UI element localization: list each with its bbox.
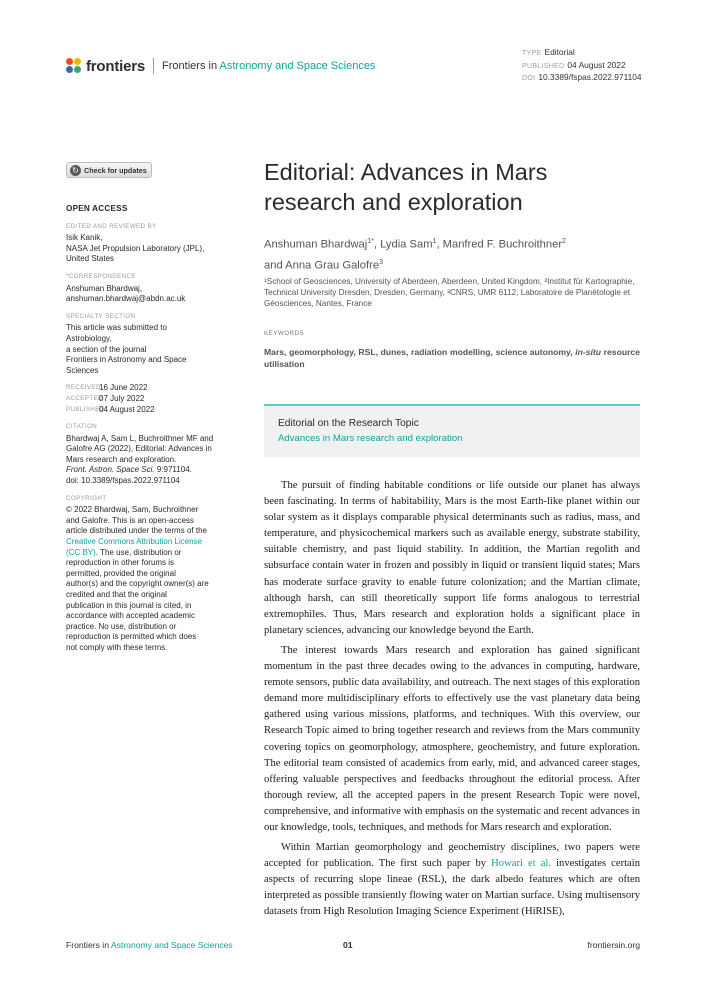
edited-text: Isik Kanik, NASA Jet Propulsion Laboratory (JPL), United States bbox=[66, 233, 205, 264]
keywords-tail: resource utilisation bbox=[264, 347, 640, 369]
date-key: RECEIVED bbox=[66, 384, 101, 392]
date-received bbox=[66, 383, 236, 394]
keywords-label: KEYWORDS bbox=[264, 330, 305, 337]
specialty-text: This article was submitted to Astrobiology, a section of the journal Frontiers in Astronomy and Space Sciences bbox=[66, 323, 187, 375]
check-for-updates-button[interactable] bbox=[66, 162, 152, 178]
article-meta bbox=[522, 47, 642, 85]
meta-value[interactable]: 10.3389/fspas.2022.971104 bbox=[538, 72, 642, 82]
date-key: PUBLISHED bbox=[66, 405, 105, 413]
page-number: 01 bbox=[343, 940, 353, 950]
dates-block bbox=[66, 383, 236, 415]
date-accepted bbox=[66, 394, 236, 405]
meta-value: 04 August 2022 bbox=[567, 59, 626, 70]
body-paragraph: The interest towards Mars research and exploration has gained significant momentum in the past three decades owing to the advances in computing, hardware, remote sensors, public data availability, and outreach. The next stages of this exploration demand more multidisciplinary efforts to effectively use the vast planetary data being gathered using various missions, platforms, and techniques. With this overview, our Research Topic aimed to bring together research and reviews from the Mars community covering topics on geomorphology, atmosphere, geochemistry, and future exploration. The editorial team consisted of academics from early, mid, and advanced career stages, offering valuable perspectives and feedbacks throughout the editorial process. After thorough review, all the accepted papers in the present Research Topic were novel, comprehensive, and informative with emphasis on the systematic and recent advances in our knowledge, tools, techniques, and methods for Mars research and exploration. bbox=[264, 644, 640, 833]
check-for-updates-label: Check for updates bbox=[84, 165, 147, 175]
research-topic-link[interactable]: Advances in Mars research and exploration bbox=[278, 433, 463, 444]
date-key: ACCEPTED bbox=[66, 394, 103, 402]
article-title: Editorial: Advances in Mars research and exploration bbox=[264, 159, 548, 215]
author-name[interactable]: Lydia Sam bbox=[380, 238, 433, 251]
body-paragraph bbox=[264, 840, 640, 920]
copyright-label: COPYRIGHT bbox=[66, 494, 107, 502]
specialty-label: SPECIALTY SECTION bbox=[66, 312, 136, 320]
author-affil-marker: 1 bbox=[432, 238, 437, 245]
meta-key: DOI bbox=[522, 75, 536, 82]
paragraph-text: investigates certain aspects of recurring slope lineae (RSL), the dark albedo features which are often interpreted as possible transiently flowing water on Martian surface. Using multisensory datasets from High Resolution Imaging Science Experiment (HiRISE), bbox=[264, 858, 640, 918]
meta-type bbox=[522, 47, 642, 60]
citation-text bbox=[66, 434, 236, 487]
research-topic-label: Editorial on the Research Topic bbox=[278, 418, 419, 429]
date-published bbox=[66, 405, 236, 416]
footer-journal[interactable] bbox=[66, 940, 233, 950]
meta-key: TYPE bbox=[522, 50, 542, 57]
keywords-italic: in-situ bbox=[575, 347, 602, 357]
affiliations: ¹School of Geosciences, University of Aberdeen, Aberdeen, United Kingdom, ²Institut für Kartographie, Technical University Dresden, Dresden, Germany, ³CNRS, UMR 6112, Laboratoire de Planétologie et Géosciences, Nantes, France bbox=[264, 277, 635, 308]
date-value: 04 August 2022 bbox=[99, 404, 155, 414]
citation-doi[interactable]: doi: 10.3389/fspas.2022.971104 bbox=[66, 476, 180, 486]
copyright-text bbox=[66, 505, 236, 653]
footer-site-link[interactable]: frontiersin.org bbox=[587, 940, 640, 950]
research-topic-box bbox=[264, 404, 640, 457]
frontiers-logo-icon bbox=[66, 58, 82, 74]
correspondence-text[interactable]: Anshuman Bhardwaj, anshuman.bhardwaj@abdn.ac.uk bbox=[66, 283, 186, 304]
copyright-part-a: © 2022 Bhardwaj, Sam, Buchroithner and Galofre. This is an open-access article distributed under the terms of the bbox=[66, 505, 207, 536]
date-value: 07 July 2022 bbox=[99, 393, 145, 403]
meta-key: PUBLISHED bbox=[522, 62, 565, 70]
author-name[interactable]: Manfred F. Buchroithner bbox=[442, 238, 563, 251]
date-value: 16 June 2022 bbox=[99, 383, 148, 393]
logo-wordmark: frontiers bbox=[86, 57, 146, 75]
author-affil-marker: 3 bbox=[379, 258, 383, 266]
meta-value: Editorial bbox=[544, 47, 575, 57]
cc-license-link[interactable]: Creative Commons Attribution License (CC BY) bbox=[66, 537, 203, 557]
journal-name bbox=[162, 60, 375, 72]
author-name[interactable]: Anshuman Bhardwaj bbox=[264, 238, 368, 251]
article-sidebar bbox=[66, 204, 236, 654]
footer-journal-prefix: Frontiers in bbox=[66, 940, 111, 950]
copyright-part-b: . The use, distribution or reproduction in other forums is permitted, provided the original author(s) and the copyright owner(s) are credited and that the original publication in this journal is cited, in accordance with accepted academic practice. No use, distribution or reproduction is permitted which does not comply with these terms. bbox=[66, 547, 209, 652]
open-access-label: OPEN ACCESS bbox=[66, 204, 128, 213]
paragraph-text: Within Martian geomorphology and geochemistry disciplines, two papers were accepted for publication. The first such paper by bbox=[264, 842, 640, 870]
article-body bbox=[264, 478, 640, 921]
journal-prefix: Frontiers in bbox=[162, 60, 220, 72]
author-affil-marker: 1* bbox=[367, 238, 374, 245]
body-paragraph: The pursuit of finding habitable conditions or life outside our planet has always been fascinating. In terms of habitability, Mars is the most Earth-like planet within our solar system as it displays comparable physical determinants such as radius, mass, and temperature, and physicochemical markers such as available energy, substrate stability, suitable chemistry, and past liquid stability. In addition, the Martian regolith and subsurface contain water in frozen and possibly in liquid or transient liquid states; Mars has moderate surface gravity to enable future colonization; and the Martian climate, although harsh, can still theoretically support life forms analogous to terrestrial extremophiles. Thus, Mars research and exploration holds a significant place in planetary sciences, advancing our knowledge beyond the Earth. bbox=[264, 480, 640, 636]
author-affil-marker: 2 bbox=[562, 238, 566, 245]
author-list: Anshuman Bhardwaj$^{1*}$, Lydia Sam$^1$, Manfred F. Buchroithner$^2$ and Anna Grau Galofre$^3$ bbox=[264, 238, 566, 272]
keywords-main: Mars, geomorphology, RSL, dunes, radiation modelling, science autonomy, bbox=[264, 347, 576, 357]
footer-journal-accent: Astronomy and Space Sciences bbox=[110, 940, 233, 950]
brand-divider bbox=[153, 58, 154, 74]
journal-brand[interactable] bbox=[66, 55, 375, 77]
citation-label: CITATION bbox=[66, 423, 98, 431]
meta-published bbox=[522, 60, 642, 73]
author-name[interactable]: Anna Grau Galofre bbox=[285, 259, 380, 272]
correspondence-label: *CORRESPONDENCE bbox=[66, 272, 136, 280]
citation-journal: Front. Astron. Space Sci. bbox=[66, 465, 155, 475]
refresh-icon: ↻ bbox=[70, 165, 81, 176]
meta-doi[interactable] bbox=[522, 72, 642, 85]
journal-accent: Astronomy and Space Sciences bbox=[219, 60, 376, 72]
citation-volume: 9:971104. bbox=[154, 465, 192, 475]
reference-link-howari[interactable]: Howari et al. bbox=[491, 858, 552, 870]
citation-main: Bhardwaj A, Sam L, Buchroithner MF and Galofre AG (2022), Editorial: Advances in Mars research and exploration. bbox=[66, 433, 214, 464]
edited-label: EDITED AND REVIEWED BY bbox=[66, 222, 157, 230]
keywords bbox=[264, 346, 640, 370]
